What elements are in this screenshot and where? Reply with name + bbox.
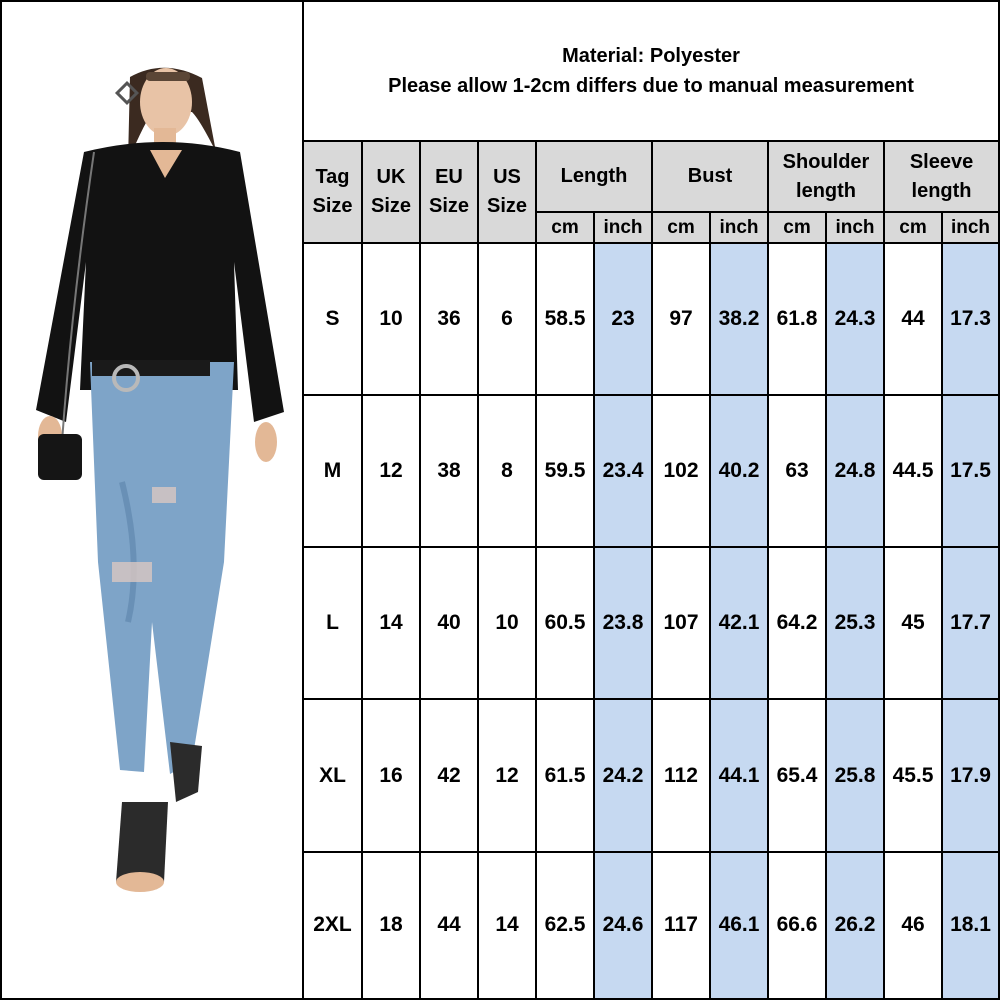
cell-sleeve-inch: 17.7 xyxy=(942,547,998,699)
table-row xyxy=(304,243,998,395)
cell-tag: M xyxy=(304,395,362,547)
col-header-tag-size: Tag Size xyxy=(304,142,362,243)
cell-uk: 16 xyxy=(362,699,420,851)
cell-sleeve-cm: 45.5 xyxy=(884,699,942,851)
unit-sleeve-cm: cm xyxy=(884,212,942,243)
col-header-uk-size: UK Size xyxy=(362,142,420,243)
table-row xyxy=(304,395,998,547)
cell-bust-inch: 42.1 xyxy=(710,547,768,699)
cell-length-cm: 60.5 xyxy=(536,547,594,699)
material-text: Material: Polyester xyxy=(562,45,740,67)
col-header-shoulder-length: Shoulder length xyxy=(768,142,884,212)
col-header-length: Length xyxy=(536,142,652,212)
cell-sleeve-cm: 46 xyxy=(884,852,942,998)
cell-eu: 42 xyxy=(420,699,478,851)
size-table xyxy=(304,142,998,998)
cell-uk: 10 xyxy=(362,243,420,395)
cell-eu: 40 xyxy=(420,547,478,699)
unit-bust-cm: cm xyxy=(652,212,710,243)
cell-tag: L xyxy=(304,547,362,699)
unit-length-inch: inch xyxy=(594,212,652,243)
cell-length-inch: 23 xyxy=(594,243,652,395)
unit-sleeve-inch: inch xyxy=(942,212,998,243)
cell-us: 12 xyxy=(478,699,536,851)
col-header-eu-size: EU Size xyxy=(420,142,478,243)
cell-sleeve-inch: 17.3 xyxy=(942,243,998,395)
cell-length-cm: 59.5 xyxy=(536,395,594,547)
model-photo xyxy=(2,2,304,998)
cell-length-inch: 24.2 xyxy=(594,699,652,851)
unit-shoulder-cm: cm xyxy=(768,212,826,243)
cell-shoulder-cm: 65.4 xyxy=(768,699,826,851)
cell-uk: 14 xyxy=(362,547,420,699)
cell-bust-cm: 97 xyxy=(652,243,710,395)
cell-us: 14 xyxy=(478,852,536,998)
cell-bust-cm: 117 xyxy=(652,852,710,998)
cell-length-cm: 62.5 xyxy=(536,852,594,998)
model-illustration xyxy=(2,2,302,998)
table-row xyxy=(304,547,998,699)
cell-tag: XL xyxy=(304,699,362,851)
cell-sleeve-inch: 17.9 xyxy=(942,699,998,851)
cell-bust-inch: 40.2 xyxy=(710,395,768,547)
cell-bust-inch: 38.2 xyxy=(710,243,768,395)
cell-length-inch: 24.6 xyxy=(594,852,652,998)
cell-bust-inch: 44.1 xyxy=(710,699,768,851)
cell-bust-cm: 107 xyxy=(652,547,710,699)
cell-sleeve-inch: 18.1 xyxy=(942,852,998,998)
cell-sleeve-inch: 17.5 xyxy=(942,395,998,547)
col-header-bust: Bust xyxy=(652,142,768,212)
cell-eu: 36 xyxy=(420,243,478,395)
size-chart xyxy=(304,2,998,998)
cell-eu: 44 xyxy=(420,852,478,998)
cell-bust-inch: 46.1 xyxy=(710,852,768,998)
cell-shoulder-inch: 25.8 xyxy=(826,699,884,851)
cell-bust-cm: 112 xyxy=(652,699,710,851)
col-header-sleeve-length: Sleeve length xyxy=(884,142,998,212)
cell-sleeve-cm: 44.5 xyxy=(884,395,942,547)
cell-length-inch: 23.4 xyxy=(594,395,652,547)
cell-tag: 2XL xyxy=(304,852,362,998)
cell-us: 10 xyxy=(478,547,536,699)
cell-length-inch: 23.8 xyxy=(594,547,652,699)
unit-length-cm: cm xyxy=(536,212,594,243)
cell-shoulder-cm: 61.8 xyxy=(768,243,826,395)
cell-us: 6 xyxy=(478,243,536,395)
chart-header xyxy=(304,2,998,142)
table-row xyxy=(304,699,998,851)
cell-sleeve-cm: 44 xyxy=(884,243,942,395)
col-header-us-size: US Size xyxy=(478,142,536,243)
header-row xyxy=(304,142,998,212)
cell-uk: 18 xyxy=(362,852,420,998)
measurement-note: Please allow 1-2cm differs due to manual measurement xyxy=(388,75,914,97)
table-row xyxy=(304,852,998,998)
cell-shoulder-cm: 66.6 xyxy=(768,852,826,998)
cell-bust-cm: 102 xyxy=(652,395,710,547)
cell-us: 8 xyxy=(478,395,536,547)
cell-shoulder-inch: 24.3 xyxy=(826,243,884,395)
cell-eu: 38 xyxy=(420,395,478,547)
cell-sleeve-cm: 45 xyxy=(884,547,942,699)
cell-tag: S xyxy=(304,243,362,395)
cell-shoulder-inch: 24.8 xyxy=(826,395,884,547)
cell-shoulder-cm: 63 xyxy=(768,395,826,547)
cell-shoulder-inch: 25.3 xyxy=(826,547,884,699)
cell-length-cm: 58.5 xyxy=(536,243,594,395)
cell-shoulder-cm: 64.2 xyxy=(768,547,826,699)
cell-length-cm: 61.5 xyxy=(536,699,594,851)
unit-shoulder-inch: inch xyxy=(826,212,884,243)
unit-bust-inch: inch xyxy=(710,212,768,243)
cell-uk: 12 xyxy=(362,395,420,547)
cell-shoulder-inch: 26.2 xyxy=(826,852,884,998)
